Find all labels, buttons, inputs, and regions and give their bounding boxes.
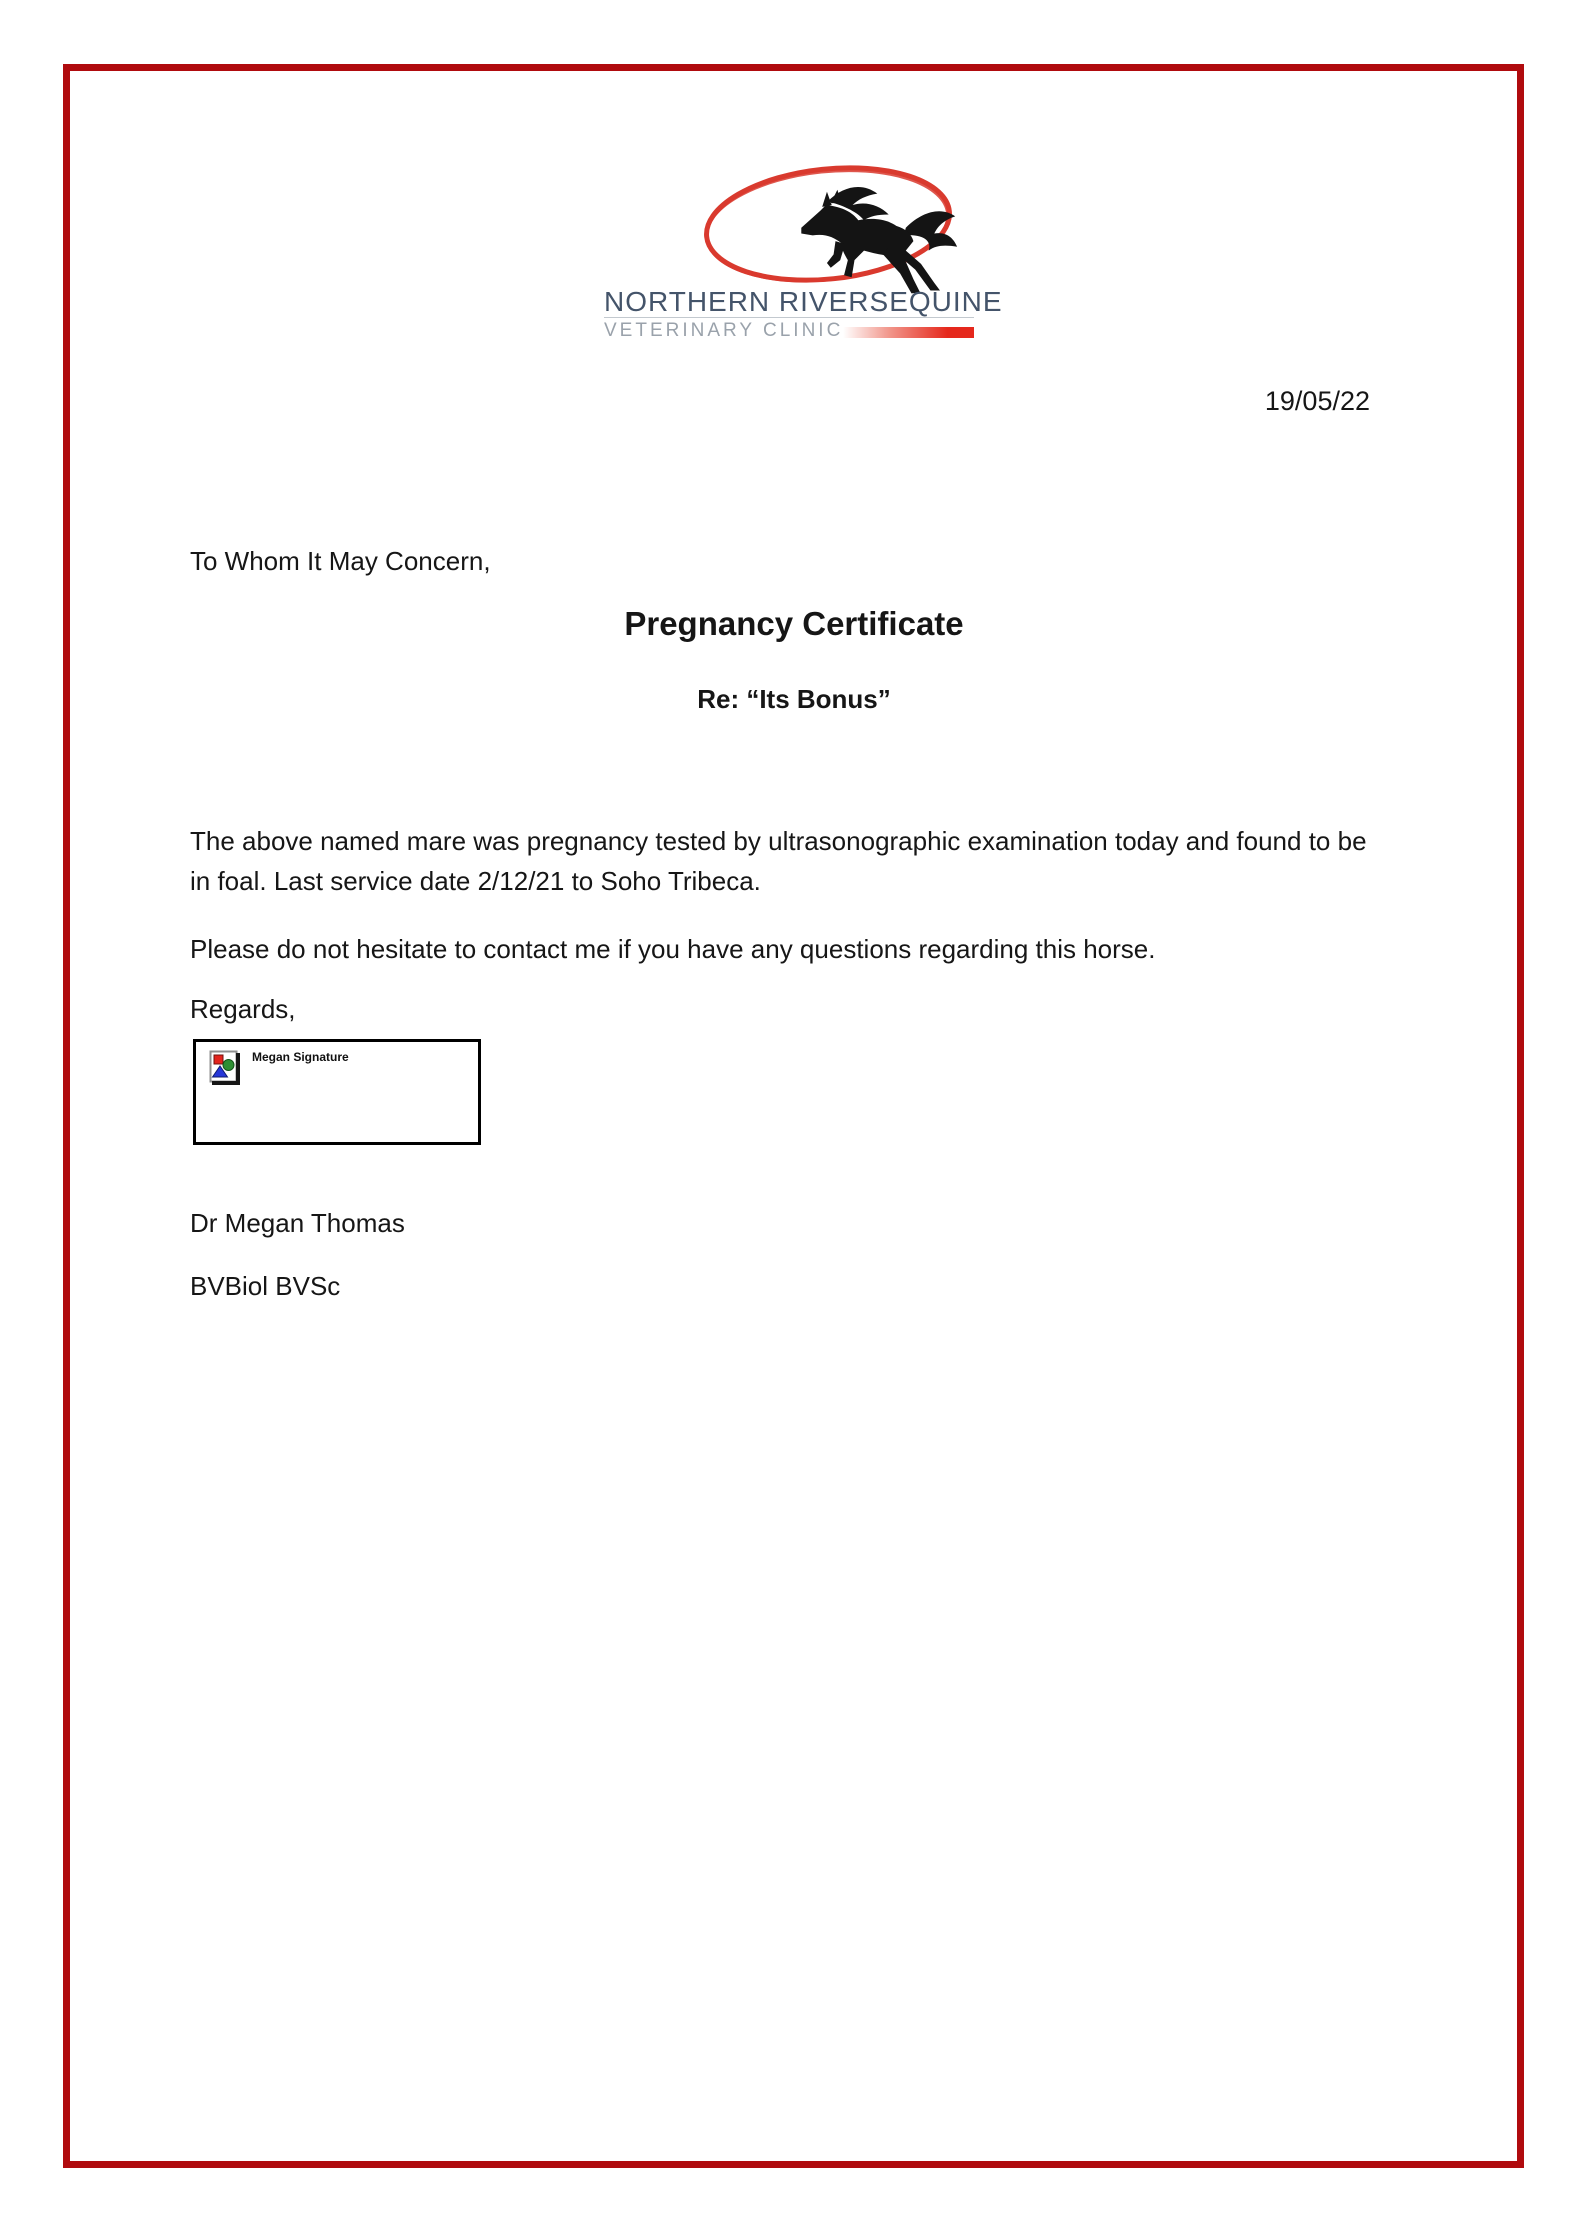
signatory-credentials: BVBiol BVSc xyxy=(190,1271,341,1301)
logo-red-gradient-bar xyxy=(843,327,974,338)
letter-date: 19/05/22 xyxy=(1264,386,1370,416)
body-paragraph-2: Please do not hesitate to contact me if you have any questions regarding this horse. xyxy=(190,934,1156,964)
logo-subtitle-row xyxy=(604,320,974,342)
body-paragraph-1: The above named mare was pregnancy tested by ultrasonographic examination today and found to be in foal. Last service date 2/12/21 to Soho Tribeca. xyxy=(190,826,1367,896)
signature-alt-text: Megan Signature xyxy=(252,1050,349,1064)
logo-divider xyxy=(604,317,974,318)
closing: Regards, xyxy=(190,994,296,1024)
logo-title-right: EQUINE xyxy=(889,286,1003,317)
clinic-logo xyxy=(582,158,1002,358)
subject-line: Re: “Its Bonus” xyxy=(697,683,891,714)
signatory-name: Dr Megan Thomas xyxy=(190,1208,405,1238)
logo-title-left: NORTHERN RIVERS xyxy=(604,286,890,317)
signature-image-box xyxy=(193,1039,481,1145)
greeting: To Whom It May Concern, xyxy=(190,546,491,576)
logo-subtitle: VETERINARY CLINIC xyxy=(604,320,844,341)
broken-image-icon xyxy=(209,1050,241,1086)
logo-wordmark xyxy=(604,286,1003,318)
certificate-title: Pregnancy Certificate xyxy=(624,605,964,643)
